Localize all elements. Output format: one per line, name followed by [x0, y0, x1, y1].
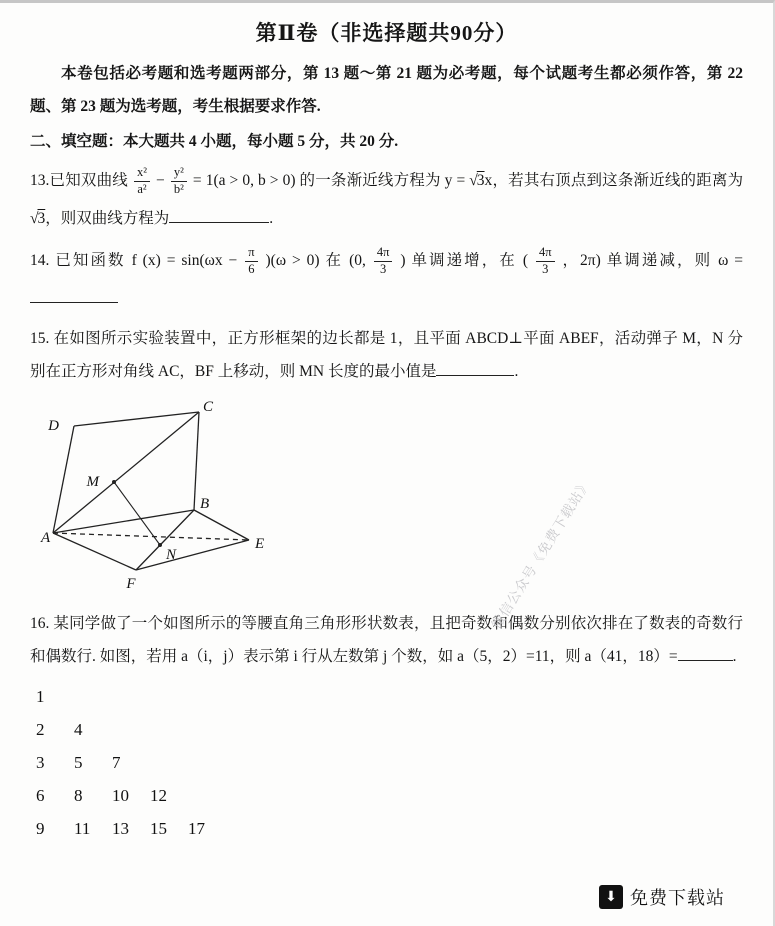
fraction-numerator: 4π — [536, 245, 555, 262]
point-N — [158, 543, 162, 547]
download-badge — [599, 884, 725, 910]
table-row — [36, 720, 743, 753]
question-15 — [30, 322, 743, 388]
table-cell: 13 — [112, 819, 129, 838]
table-cell: 5 — [74, 753, 83, 772]
vertex-label-F: F — [126, 576, 136, 592]
table-cell: 3 — [36, 753, 45, 772]
table-cell: 2 — [36, 720, 45, 739]
fraction-denominator: b² — [173, 181, 184, 196]
answer-blank-q13 — [169, 207, 269, 223]
table-row — [36, 753, 743, 786]
fraction-denominator: 3 — [542, 261, 549, 276]
answer-blank-q15 — [436, 360, 514, 376]
edge-BE — [194, 510, 249, 540]
q14-part-4: ，2π) 单调递减，则 ω = — [562, 252, 744, 269]
radical-body: 3 — [37, 210, 46, 227]
intro-paragraph: 本卷包括必考题和选考题两部分，第 13 题～第 21 题为必考题，每个试题考生都必须作答，第 22 题、第 23 题为选考题，考生根据要求作答. — [30, 65, 743, 115]
minus-sign: − — [156, 172, 165, 189]
fraction-x2-a2 — [134, 165, 150, 197]
vertex-label-E: E — [255, 536, 265, 552]
geometry-figure — [34, 398, 743, 603]
table-cell: 11 — [74, 819, 91, 838]
q14-part-1: 14. 已知函数 f (x) = sin(ωx − — [30, 252, 238, 269]
vertex-label-A: A — [41, 530, 51, 546]
point-M — [112, 480, 116, 484]
q16-text: 16. 某同学做了一个如图所示的等腰直角三角形形状数表，且把奇数和偶数分别依次排在了数表的奇数行和偶数行. 如图，若用 a（i，j）表示第 i 行从左数第 j 个数，如 a（5，2）=11，则 a（41，18）= — [30, 615, 743, 665]
download-badge-label: 免费下载站 — [630, 888, 725, 908]
table-cell: 7 — [112, 753, 121, 772]
number-table — [36, 687, 743, 852]
fraction-pi-6 — [245, 245, 257, 277]
fraction-numerator: x² — [134, 165, 150, 182]
answer-blank-q14 — [30, 287, 118, 303]
fraction-denominator: 3 — [379, 261, 387, 276]
diagonal-AE-dashed — [53, 533, 249, 540]
table-cell: 6 — [36, 786, 45, 805]
edge-DC — [74, 412, 199, 426]
q13-period: . — [269, 210, 274, 227]
vertex-label-M: M — [86, 474, 99, 490]
fraction-denominator: a² — [137, 181, 147, 196]
vertex-label-D: D — [48, 418, 59, 434]
diagonal-BF — [136, 510, 194, 570]
q13-mid: = 1(a > 0, b > 0) 的一条渐近线方程为 y = — [192, 172, 466, 189]
fraction-4pi-3 — [374, 245, 393, 277]
vertex-label-C: C — [203, 399, 214, 415]
table-row — [36, 687, 743, 720]
table-row — [36, 786, 743, 819]
edge-DA — [53, 426, 74, 533]
q13-prefix: 13.已知双曲线 — [30, 172, 128, 189]
radical-sign: √ — [30, 210, 39, 227]
geometry-figure-svg — [34, 398, 284, 603]
table-cell: 17 — [188, 819, 205, 838]
q13-after-rad1: x，若其右顶点到这条渐近线的距离为 — [484, 172, 744, 189]
q15-text: 15. 在如图所示实验装置中，正方形框架的边长都是 1，且平面 ABCD⊥平面 ABEF，活动弹子 M，N 分别在正方形对角线 AC，BF 上移动，则 MN 长度的最小值是 — [30, 330, 743, 380]
table-cell: 12 — [150, 786, 167, 805]
table-row — [36, 819, 743, 852]
diagonal-AC — [53, 412, 199, 533]
fraction-numerator: y² — [171, 165, 187, 182]
watermark-text: 微信公众号《免费下载站》 — [488, 476, 594, 632]
download-icon: ⬇ — [599, 885, 623, 909]
q16-period: . — [732, 648, 737, 665]
page-title: 第Ⅱ卷（非选择题共90分） — [255, 21, 518, 45]
q14-part-3: ) 单调递增，在 ( — [400, 252, 528, 269]
fraction-4pi-3 — [536, 245, 555, 277]
table-cell: 4 — [74, 720, 83, 739]
vertex-label-N: N — [166, 547, 177, 563]
fraction-denominator: 6 — [248, 261, 255, 276]
vertex-label-B: B — [200, 496, 210, 512]
edge-FA — [53, 533, 136, 570]
edge-EF — [136, 540, 249, 570]
question-14 — [30, 242, 743, 318]
edge-CB — [194, 412, 199, 510]
fraction-numerator: π — [245, 245, 257, 262]
sqrt-3-expression — [469, 162, 484, 200]
radical-body: 3 — [476, 172, 485, 189]
table-cell: 8 — [74, 786, 83, 805]
q15-period: . — [514, 363, 519, 380]
question-16 — [30, 607, 743, 673]
table-cell: 1 — [36, 687, 45, 706]
table-cell: 10 — [112, 786, 129, 805]
table-cell: 9 — [36, 819, 45, 838]
section-header: 二、填空题：本大题共 4 小题，每小题 5 分，共 20 分. — [30, 133, 399, 150]
question-13 — [30, 162, 743, 238]
sqrt-3-distance — [30, 200, 45, 238]
answer-blank-q16 — [678, 645, 733, 661]
table-cell: 15 — [150, 819, 167, 838]
q14-part-2: )(ω > 0) 在 (0, — [265, 252, 366, 269]
edge-AB — [53, 510, 194, 533]
radical-sign: √ — [469, 172, 478, 189]
fraction-y2-b2 — [171, 165, 187, 197]
fraction-numerator: 4π — [374, 245, 393, 262]
q13-tail: ，则双曲线方程为 — [45, 210, 170, 227]
